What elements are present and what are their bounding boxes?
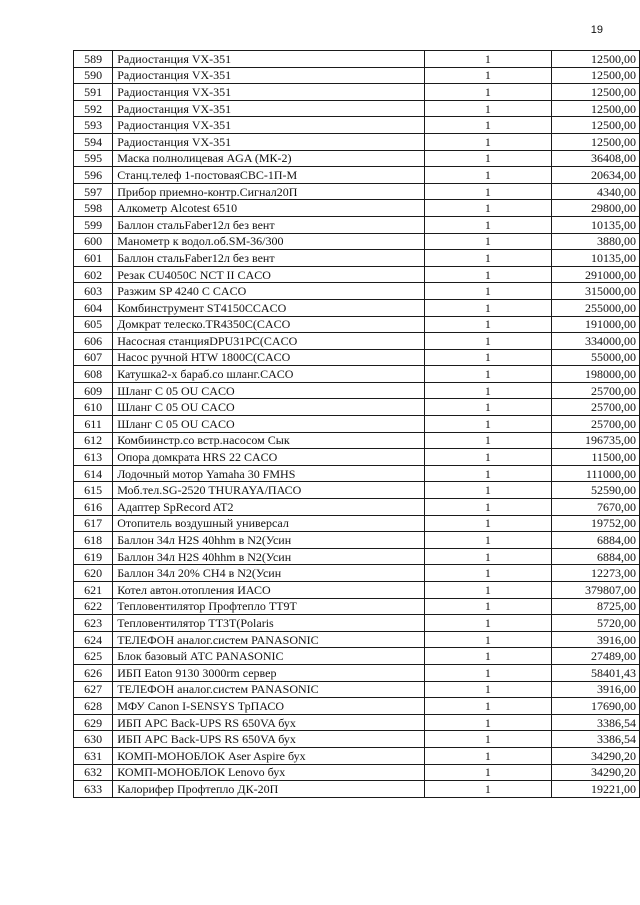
table-row [74,747,640,764]
quantity-cell: 1 [424,316,551,333]
item-name-cell: Радиостанция VX-351 [113,67,425,84]
item-name-cell: Моб.тел.SG-2520 THURAYA/ПАСО [113,482,425,499]
row-number-cell: 618 [74,532,113,549]
price-cell: 25700,00 [551,416,639,433]
item-name-cell: ТЕЛЕФОН аналог.систем PANASONIC [113,631,425,648]
quantity-cell: 1 [424,515,551,532]
item-name-cell: Радиостанция VX-351 [113,51,425,68]
row-number-cell: 590 [74,67,113,84]
item-name-cell: ИБП Eaton 9130 3000rm сервер [113,664,425,681]
table-row [74,216,640,233]
item-name-cell: Насос ручной HTW 1800C(CACO [113,349,425,366]
row-number-cell: 621 [74,582,113,599]
row-number-cell: 623 [74,615,113,632]
quantity-cell: 1 [424,283,551,300]
item-name-cell: Прибор приемно-контр.Сигнал20П [113,183,425,200]
row-number-cell: 604 [74,299,113,316]
row-number-cell: 625 [74,648,113,665]
price-cell: 25700,00 [551,399,639,416]
row-number-cell: 616 [74,499,113,516]
price-cell: 3916,00 [551,631,639,648]
table-row [74,565,640,582]
item-name-cell: Баллон стальFaber12л без вент [113,250,425,267]
item-name-cell: Баллон 34л 20% CH4 в N2(Усин [113,565,425,582]
row-number-cell: 606 [74,333,113,350]
item-name-cell: Шланг C 05 OU CACO [113,382,425,399]
inventory-table [73,50,640,798]
row-number-cell: 611 [74,416,113,433]
price-cell: 334000,00 [551,333,639,350]
table-row [74,349,640,366]
table-row [74,714,640,731]
row-number-cell: 613 [74,449,113,466]
table-row [74,598,640,615]
item-name-cell: Комбинструмент ST4150CCACO [113,299,425,316]
row-number-cell: 594 [74,133,113,150]
item-name-cell: Отопитель воздушный универсал [113,515,425,532]
price-cell: 12500,00 [551,117,639,134]
row-number-cell: 589 [74,51,113,68]
page-number: 19 [590,24,603,36]
item-name-cell: МФУ Canon I-SENSYS ТрПАСО [113,698,425,715]
item-name-cell: Баллон 34л H2S 40hhm в N2(Усин [113,532,425,549]
price-cell: 12500,00 [551,133,639,150]
row-number-cell: 605 [74,316,113,333]
price-cell: 379807,00 [551,582,639,599]
item-name-cell: Насосная станцияDPU31PC(CACO [113,333,425,350]
row-number-cell: 597 [74,183,113,200]
item-name-cell: Тепловентилятор ТТ3Т(Polaris [113,615,425,632]
row-number-cell: 596 [74,167,113,184]
price-cell: 6884,00 [551,532,639,549]
quantity-cell: 1 [424,664,551,681]
row-number-cell: 609 [74,382,113,399]
row-number-cell: 619 [74,548,113,565]
row-number-cell: 602 [74,266,113,283]
price-cell: 291000,00 [551,266,639,283]
quantity-cell: 1 [424,183,551,200]
item-name-cell: Шланг C 05 OU CACO [113,399,425,416]
price-cell: 27489,00 [551,648,639,665]
quantity-cell: 1 [424,449,551,466]
item-name-cell: Радиостанция VX-351 [113,84,425,101]
row-number-cell: 631 [74,747,113,764]
price-cell: 198000,00 [551,366,639,383]
quantity-cell: 1 [424,299,551,316]
table-row [74,333,640,350]
quantity-cell: 1 [424,67,551,84]
table-row [74,100,640,117]
table-row [74,499,640,516]
quantity-cell: 1 [424,333,551,350]
table-row [74,781,640,798]
row-number-cell: 601 [74,250,113,267]
table-row [74,266,640,283]
price-cell: 3880,00 [551,233,639,250]
table-row [74,84,640,101]
quantity-cell: 1 [424,482,551,499]
table-row [74,51,640,68]
row-number-cell: 632 [74,764,113,781]
item-name-cell: Баллон стальFaber12л без вент [113,216,425,233]
item-name-cell: Радиостанция VX-351 [113,100,425,117]
table-row [74,366,640,383]
row-number-cell: 624 [74,631,113,648]
quantity-cell: 1 [424,747,551,764]
price-cell: 11500,00 [551,449,639,466]
quantity-cell: 1 [424,382,551,399]
price-cell: 10135,00 [551,250,639,267]
table-row [74,299,640,316]
row-number-cell: 626 [74,664,113,681]
table-row [74,548,640,565]
item-name-cell: Калорифер Профтепло ДК-20П [113,781,425,798]
quantity-cell: 1 [424,266,551,283]
table-row [74,167,640,184]
table-row [74,382,640,399]
quantity-cell: 1 [424,681,551,698]
quantity-cell: 1 [424,764,551,781]
item-name-cell: Разжим SP 4240 C CACO [113,283,425,300]
quantity-cell: 1 [424,250,551,267]
quantity-cell: 1 [424,416,551,433]
price-cell: 17690,00 [551,698,639,715]
price-cell: 315000,00 [551,283,639,300]
price-cell: 29800,00 [551,200,639,217]
quantity-cell: 1 [424,51,551,68]
quantity-cell: 1 [424,150,551,167]
item-name-cell: Радиостанция VX-351 [113,133,425,150]
price-cell: 196735,00 [551,432,639,449]
row-number-cell: 622 [74,598,113,615]
table-row [74,399,640,416]
item-name-cell: Манометр к водол.об.SM-36/300 [113,233,425,250]
row-number-cell: 627 [74,681,113,698]
price-cell: 3386,54 [551,714,639,731]
item-name-cell: Шланг C 05 OU CACO [113,416,425,433]
quantity-cell: 1 [424,100,551,117]
table-body [74,51,640,798]
price-cell: 8725,00 [551,598,639,615]
price-cell: 5720,00 [551,615,639,632]
quantity-cell: 1 [424,432,551,449]
row-number-cell: 607 [74,349,113,366]
quantity-cell: 1 [424,399,551,416]
table-row [74,183,640,200]
item-name-cell: Алкометр Alcotest 6510 [113,200,425,217]
row-number-cell: 615 [74,482,113,499]
price-cell: 111000,00 [551,465,639,482]
row-number-cell: 630 [74,731,113,748]
table-row [74,449,640,466]
quantity-cell: 1 [424,167,551,184]
quantity-cell: 1 [424,200,551,217]
table-row [74,648,640,665]
price-cell: 255000,00 [551,299,639,316]
price-cell: 12273,00 [551,565,639,582]
price-cell: 25700,00 [551,382,639,399]
table-row [74,283,640,300]
row-number-cell: 614 [74,465,113,482]
price-cell: 3386,54 [551,731,639,748]
row-number-cell: 620 [74,565,113,582]
quantity-cell: 1 [424,548,551,565]
quantity-cell: 1 [424,615,551,632]
price-cell: 55000,00 [551,349,639,366]
item-name-cell: Опора домкрата HRS 22 CACO [113,449,425,466]
price-cell: 19752,00 [551,515,639,532]
row-number-cell: 593 [74,117,113,134]
table-row [74,432,640,449]
price-cell: 58401,43 [551,664,639,681]
table-row [74,631,640,648]
item-name-cell: Катушка2-х бараб.со шланг.CACO [113,366,425,383]
table-row [74,482,640,499]
price-cell: 36408,00 [551,150,639,167]
price-cell: 3916,00 [551,681,639,698]
item-name-cell: Маска полнолицевая AGA (МК-2) [113,150,425,167]
item-name-cell: КОМП-МОНОБЛОК Lenovo бух [113,764,425,781]
quantity-cell: 1 [424,366,551,383]
price-cell: 10135,00 [551,216,639,233]
table-row [74,465,640,482]
quantity-cell: 1 [424,532,551,549]
price-cell: 6884,00 [551,548,639,565]
price-cell: 12500,00 [551,67,639,84]
price-cell: 7670,00 [551,499,639,516]
row-number-cell: 610 [74,399,113,416]
price-cell: 4340,00 [551,183,639,200]
table-row [74,416,640,433]
price-cell: 34290,20 [551,764,639,781]
quantity-cell: 1 [424,582,551,599]
row-number-cell: 603 [74,283,113,300]
table-row [74,150,640,167]
quantity-cell: 1 [424,117,551,134]
item-name-cell: Баллон 34л H2S 40hhm в N2(Усин [113,548,425,565]
quantity-cell: 1 [424,631,551,648]
quantity-cell: 1 [424,731,551,748]
table-row [74,233,640,250]
row-number-cell: 600 [74,233,113,250]
item-name-cell: Лодочный мотор Yamaha 30 FMHS [113,465,425,482]
row-number-cell: 617 [74,515,113,532]
item-name-cell: Котел автон.отопления ИАСО [113,582,425,599]
quantity-cell: 1 [424,565,551,582]
quantity-cell: 1 [424,233,551,250]
row-number-cell: 591 [74,84,113,101]
item-name-cell: Адаптер SpRecord AT2 [113,499,425,516]
item-name-cell: Радиостанция VX-351 [113,117,425,134]
table-row [74,698,640,715]
table-row [74,681,640,698]
price-cell: 20634,00 [551,167,639,184]
row-number-cell: 633 [74,781,113,798]
row-number-cell: 628 [74,698,113,715]
price-cell: 12500,00 [551,51,639,68]
item-name-cell: ТЕЛЕФОН аналог.систем PANASONIC [113,681,425,698]
quantity-cell: 1 [424,465,551,482]
quantity-cell: 1 [424,648,551,665]
quantity-cell: 1 [424,499,551,516]
row-number-cell: 598 [74,200,113,217]
table-row [74,615,640,632]
quantity-cell: 1 [424,714,551,731]
quantity-cell: 1 [424,84,551,101]
table-row [74,200,640,217]
price-cell: 12500,00 [551,84,639,101]
row-number-cell: 595 [74,150,113,167]
table-row [74,515,640,532]
item-name-cell: Резак CU4050C NCT II CACO [113,266,425,283]
item-name-cell: Комбиинстр.со встр.насосом Сык [113,432,425,449]
row-number-cell: 608 [74,366,113,383]
price-cell: 191000,00 [551,316,639,333]
price-cell: 34290,20 [551,747,639,764]
item-name-cell: Тепловентилятор Профтепло ТТ9Т [113,598,425,615]
table-row [74,117,640,134]
quantity-cell: 1 [424,216,551,233]
price-cell: 12500,00 [551,100,639,117]
table-row [74,532,640,549]
row-number-cell: 629 [74,714,113,731]
table-row [74,67,640,84]
price-cell: 19221,00 [551,781,639,798]
quantity-cell: 1 [424,133,551,150]
row-number-cell: 592 [74,100,113,117]
item-name-cell: Станц.телеф 1-постоваяСВС-1П-М [113,167,425,184]
quantity-cell: 1 [424,781,551,798]
table-row [74,316,640,333]
table-row [74,133,640,150]
quantity-cell: 1 [424,698,551,715]
price-cell: 52590,00 [551,482,639,499]
table-row [74,731,640,748]
item-name-cell: Блок базовый АТС PANASONIC [113,648,425,665]
quantity-cell: 1 [424,349,551,366]
quantity-cell: 1 [424,598,551,615]
table-row [74,764,640,781]
item-name-cell: ИБП APC Back-UPS RS 650VA бух [113,731,425,748]
table-row [74,582,640,599]
item-name-cell: Домкрат телеско.TR4350C(CACO [113,316,425,333]
table-row [74,664,640,681]
row-number-cell: 612 [74,432,113,449]
item-name-cell: КОМП-МОНОБЛОК Aser Aspire бух [113,747,425,764]
item-name-cell: ИБП APC Back-UPS RS 650VA бух [113,714,425,731]
table-row [74,250,640,267]
row-number-cell: 599 [74,216,113,233]
